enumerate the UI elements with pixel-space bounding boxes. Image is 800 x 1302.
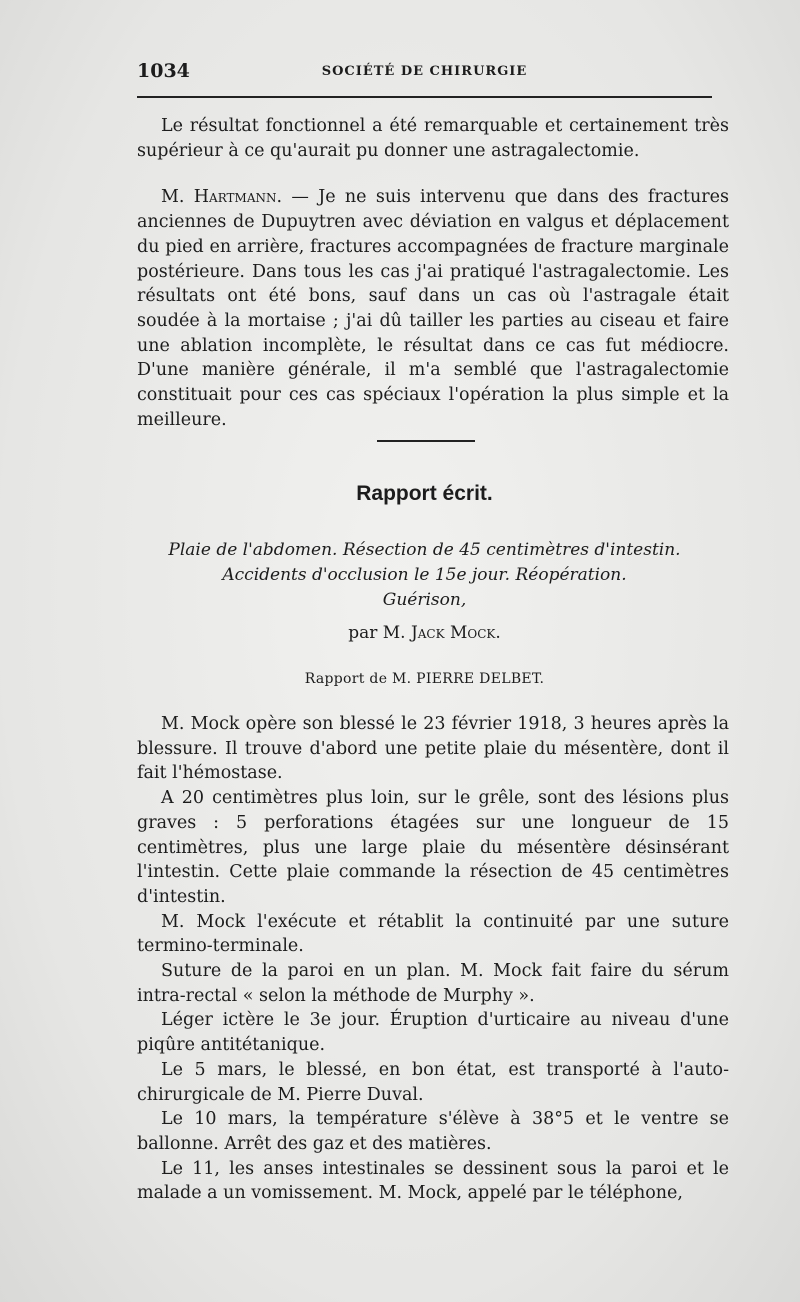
speaker-statement: Je ne suis intervenu que dans des fractures anciennes de Dupuytren avec déviation en valgus et déplacement du pied en arrière, fractures accompagnées de fracture marginale postérieure. Dans tous les cas j'ai pratiqué l'astragalectomie. Les résultats ont été bons, sauf dans un cas où l'astragale était soudée à la mortaise ; j'ai dû tailler les parties au ciseau et faire une ablation incomplète, le résultat dans ce cas fut médiocre. D'une manière générale, il m'a semblé que l'astragalectomie constituait pour ces cas spéciaux l'opération la plus simple et la meilleure. — [137, 187, 729, 430]
paragraph: Le résultat fonctionnel a été remarquable et certainement très supérieur à ce qu'aurait pu donner une astragalectomie. — [137, 116, 729, 161]
running-head — [137, 58, 712, 86]
header-rule — [137, 96, 712, 98]
author-name: Jack Mock — [410, 623, 496, 643]
subtitle-line: Accidents d'occlusion le 15e jour. Réopération. — [222, 565, 627, 585]
paragraph: A 20 centimètres plus loin, sur le grêle, sont des lésions plus graves : 5 perforations étagées sur une longueur de 15 centimètres, plus une large plaie du mésentère désinsérant l'intestin. Cette plaie commande la résection de 45 centimètres d'intestin. — [137, 788, 729, 907]
discussion-text — [137, 114, 729, 432]
paragraph: Le 11, les anses intestinales se dessinent sous la paroi et le malade a un vomissement. M. Mock, appelé par le téléphone, — [137, 1158, 729, 1204]
paragraph: Le 10 mars, la température s'élève à 38°5 et le ventre se ballonne. Arrêt des gaz et des matières. — [137, 1109, 729, 1154]
report-subtitle — [137, 538, 712, 613]
report-text — [137, 712, 729, 1206]
paragraph: Suture de la paroi en un plan. M. Mock fait faire du sérum intra-rectal « selon la méthode de Murphy ». — [137, 961, 729, 1006]
section-divider — [377, 440, 475, 442]
author-line — [137, 623, 712, 643]
paragraph: Léger ictère le 3e jour. Éruption d'urticaire au niveau d'une piqûre antitétanique. — [137, 1010, 729, 1056]
paragraph — [137, 185, 729, 432]
speaker-suffix: . — — [276, 187, 319, 208]
subtitle-line: Guérison, — [382, 590, 467, 610]
paragraph: M. Mock opère son blessé le 23 février 1918, 3 heures après la blessure. Il trouve d'abord une petite plaie du mésentère, dont il fait l'hémostase. — [137, 714, 729, 784]
speaker-prefix: M. — [161, 187, 194, 208]
subtitle-line: Plaie de l'abdomen. Résection de 45 centimètres d'intestin. — [168, 540, 681, 560]
reporter-line: Rapport de M. PIERRE DELBET. — [304, 671, 545, 687]
paragraph: M. Mock l'exécute et rétablit la continuité par une suture termino-terminale. — [137, 911, 729, 957]
running-title: SOCIÉTÉ DE CHIRURGIE — [321, 64, 528, 79]
author-prefix: par M. — [348, 623, 411, 643]
section-title: Rapport écrit. — [356, 482, 493, 505]
author-suffix: . — [495, 623, 501, 643]
paragraph: Le 5 mars, le blessé, en bon état, est transporté à l'auto-chirurgicale de M. Pierre Duval. — [137, 1059, 729, 1105]
page-number: 1034 — [137, 60, 190, 82]
speaker-name: Hartmann — [193, 187, 277, 208]
